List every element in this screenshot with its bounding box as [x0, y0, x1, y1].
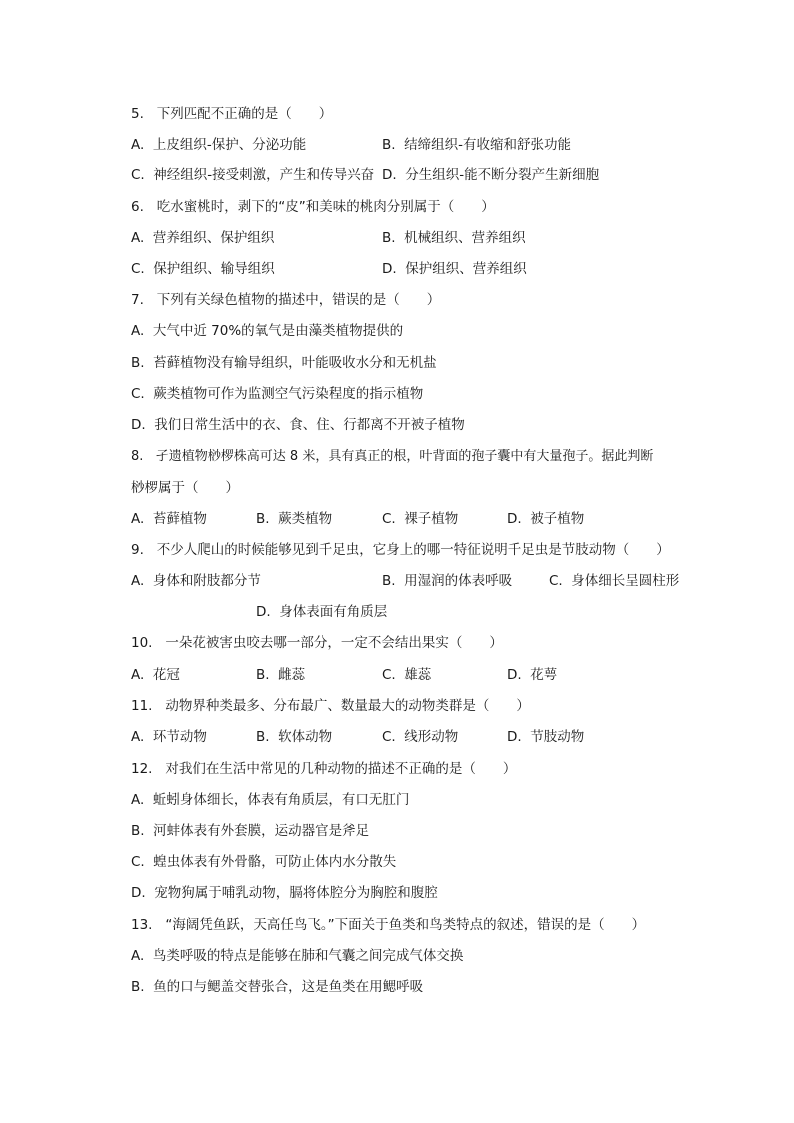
question-8-option-c: C. 裸子植物	[382, 511, 459, 527]
question-6-stem: 6. 吃水蜜桃时，剥下的“皮”和美味的桃肉分别属于（ ）	[131, 199, 495, 215]
question-7-option-d: D. 我们日常生活中的衣、食、住、行都离不开被子植物	[131, 417, 465, 433]
question-9-stem: 9. 不少人爬山的时候能够见到千足虫，它身上的哪一特征说明千足虫是节肢动物（ ）	[131, 542, 670, 558]
question-12-option-c: C. 蝗虫体表有外骨骼，可防止体内水分散失	[131, 854, 397, 870]
question-11-option-b: B. 软体动物	[256, 729, 333, 745]
question-12-option-a: A. 蚯蚓身体细长，体表有角质层，有口无肛门	[131, 792, 410, 808]
question-7-stem: 7. 下列有关绿色植物的描述中，错误的是（ ）	[131, 292, 441, 308]
question-11-option-a: A. 环节动物	[131, 729, 207, 745]
question-8-stem: 8. 孑遗植物桫椤株高可达 8 米，具有真正的根，叶背面的孢子囊中有大量孢子。据此判断	[131, 449, 654, 464]
question-10-option-d: D. 花萼	[507, 667, 558, 683]
question-7-option-a: A. 大气中近 70%的氧气是由藻类植物提供的	[131, 323, 404, 339]
question-12-option-d: D. 宠物狗属于哺乳动物，膈将体腔分为胸腔和腹腔	[131, 885, 438, 901]
question-7-option-b: B. 苔藓植物没有输导组织，叶能吸收水分和无机盐	[131, 355, 437, 371]
question-9-option-a: A. 身体和附肢都分节	[131, 573, 261, 589]
question-12-stem: 12. 对我们在生活中常见的几种动物的描述不正确的是（ ）	[131, 761, 517, 777]
question-6-option-d: D. 保护组织、营养组织	[382, 261, 527, 277]
question-6-option-a: A. 营养组织、保护组织	[131, 230, 275, 246]
question-10-option-c: C. 雄蕊	[382, 667, 432, 683]
question-5-stem: 5. 下列匹配不正确的是（ ）	[131, 106, 333, 122]
question-9-option-d: D. 身体表面有角质层	[256, 604, 388, 620]
question-8-option-d: D. 被子植物	[507, 511, 585, 527]
question-9-option-b: B. 用湿润的体表呼吸	[382, 573, 513, 589]
question-10-option-a: A. 花冠	[131, 667, 180, 683]
question-6-option-c: C. 保护组织、输导组织	[131, 261, 275, 277]
question-13-option-a: A. 鸟类呼吸的特点是能够在肺和气囊之间完成气体交换	[131, 948, 464, 964]
question-13-stem: 13. “海阔凭鱼跃，天高任鸟飞。”下面关于鱼类和鸟类特点的叙述，错误的是（ ）	[131, 917, 646, 933]
question-9-option-c: C. 身体细长呈圆柱形	[549, 573, 680, 589]
question-5-option-a: A. 上皮组织-保护、分泌功能	[131, 137, 307, 153]
question-8-stem-continued: 桫椤属于（ ）	[131, 480, 239, 496]
question-11-stem: 11. 动物界种类最多、分布最广、数量最大的动物类群是（ ）	[131, 698, 530, 714]
question-8-option-b: B. 蕨类植物	[256, 511, 333, 527]
question-5-option-c: C. 神经组织-接受刺激，产生和传导兴奋	[131, 167, 375, 183]
question-10-option-b: B. 雌蕊	[256, 667, 306, 683]
question-7-option-c: C. 蕨类植物可作为监测空气污染程度的指示植物	[131, 386, 424, 402]
question-5-option-d: D. 分生组织-能不断分裂产生新细胞	[382, 167, 600, 183]
question-10-stem: 10. 一朵花被害虫咬去哪一部分，一定不会结出果实（ ）	[131, 635, 503, 651]
question-11-option-d: D. 节肢动物	[507, 729, 585, 745]
question-12-option-b: B. 河蚌体表有外套膜，运动器官是斧足	[131, 823, 370, 839]
question-8-option-a: A. 苔藓植物	[131, 511, 207, 527]
question-5-option-b: B. 结缔组织-有收缩和舒张功能	[382, 137, 572, 153]
question-13-option-b: B. 鱼的口与鳃盖交替张合，这是鱼类在用鳃呼吸	[131, 979, 424, 995]
question-11-option-c: C. 线形动物	[382, 729, 459, 745]
question-6-option-b: B. 机械组织、营养组织	[382, 230, 526, 246]
